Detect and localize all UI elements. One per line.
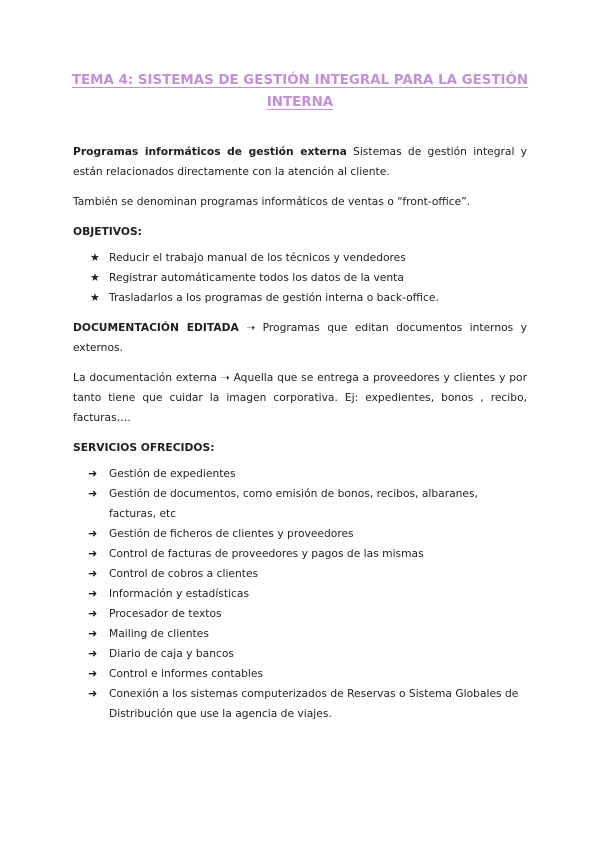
list-item: ★ Reducir el trabajo manual de los técnicos y vendedores [73,248,527,268]
list-item: ➜ Control de facturas de proveedores y pagos de las mismas [73,544,527,564]
intro-paragraph [73,142,527,182]
title-line-2: INTERNA [266,95,334,110]
list-item: ➜ Control de cobros a clientes [73,564,527,584]
document-body [73,142,527,734]
intro-bold-term: Programas informáticos de gestión externa [73,145,347,158]
services-list [73,464,527,724]
list-item: ➜ Gestión de ficheros de clientes y proveedores [73,524,527,544]
objectives-list [73,248,527,308]
external-doc-paragraph: La documentación externa ➝ Aquella que se entrega a proveedores y clientes y por tanto tiene que cuidar la imagen corporativa. Ej: expedientes, bonos , recibo, facturas…. [73,371,527,424]
list-item: ➜ Gestión de expedientes [73,464,527,484]
list-item: ★ Trasladarlos a los programas de gestión interna o back-office. [73,288,527,308]
intro-text: Sistemas de gestión integral y están relacionados directamente con la atención al cliente. [73,145,527,178]
list-item: ➜ Mailing de clientes [73,624,527,644]
documentation-bold-term: DOCUMENTACIÓN EDITADA [73,321,239,334]
list-item: ➜ Diario de caja y bancos [73,644,527,664]
list-item: ➜ Control e informes contables [73,664,527,684]
list-item: ★ Registrar automáticamente todos los datos de la venta [73,268,527,288]
services-heading: SERVICIOS OFRECIDOS: [73,441,215,454]
also-paragraph: También se denominan programas informáticos de ventas o “front-office”. [73,195,471,208]
list-item: ➜ Información y estadísticas [73,584,527,604]
objectives-heading: OBJETIVOS: [73,225,142,238]
title-line-1: TEMA 4: SISTEMAS DE GESTIÓN INTEGRAL PARA LA GESTIÓN [71,73,529,88]
documentation-paragraph [73,318,527,358]
list-item: ➜ Gestión de documentos, como emisión de bonos, recibos, albaranes, facturas, etc [73,484,527,524]
list-item: ➜ Procesador de textos [73,604,527,624]
document-title [60,70,540,114]
list-item: ➜ Conexión a los sistemas computerizados de Reservas o Sistema Globales de Distribución que use la agencia de viajes. [73,684,527,724]
documentation-text: ➝ Programas que editan documentos internos y externos. [73,321,528,354]
